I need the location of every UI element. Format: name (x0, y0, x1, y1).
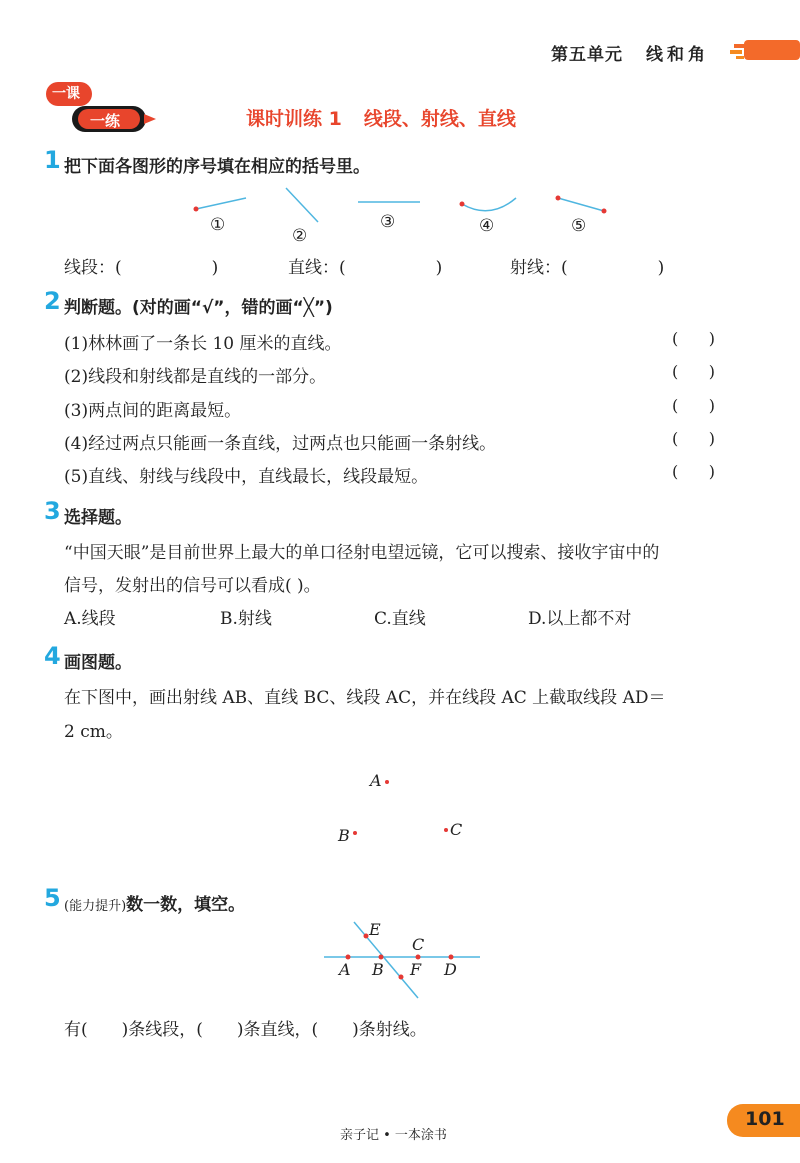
q5-fill-part-1: 有( (64, 1020, 88, 1040)
answer-line-close: ) (435, 258, 443, 278)
q3-text: 选择题。 (64, 508, 132, 528)
q5-fill (64, 1015, 427, 1040)
badge-top-text: 一课 (52, 86, 80, 102)
unit-title: 第五单元 (551, 45, 623, 65)
header-stripe (730, 36, 800, 66)
answer-ray-label: 射线：( (510, 258, 568, 278)
q3-option-a[interactable]: A.线段 (64, 609, 116, 629)
q5-point-f-label: F (410, 960, 422, 979)
q5-heading (64, 890, 245, 915)
lesson-badge (44, 76, 159, 136)
figure-label-2: ② (292, 226, 308, 246)
q2-blank-4[interactable]: ( ) (672, 429, 715, 448)
q2-item-5: (5)直线、射线与线段中，直线最长，线段最短。 (64, 467, 429, 487)
footer-text: 亲子记 • 一本涂书 (340, 1128, 447, 1143)
q4-point-a[interactable] (385, 780, 389, 784)
q4-point-c[interactable] (444, 828, 448, 832)
q2-blank-2[interactable]: ( ) (672, 362, 715, 381)
answer-segment (64, 253, 218, 278)
q2-text: 判断题。(对的画“√”，错的画“╳”) (64, 298, 333, 318)
answer-line (288, 253, 442, 278)
q5-fill-part-4: )条射线。 (352, 1020, 427, 1040)
q4-body-line-1: 在下图中，画出射线 AB、直线 BC、线段 AC，并在线段 AC 上截取线段 AD＝ (64, 688, 666, 708)
badge-bottom-text: 一练 (90, 112, 121, 130)
q5-point-c-label: C (412, 935, 425, 954)
q4-number: 4 (44, 642, 61, 670)
q5-point-e-label: E (369, 920, 381, 939)
lesson-topic: 线段、射线、直线 (363, 108, 516, 130)
q5-point-d-label: D (444, 960, 457, 979)
q1-text: 把下面各图形的序号填在相应的括号里。 (64, 157, 370, 177)
q5-text: 数一数，填空。 (126, 895, 246, 915)
q1-number: 1 (44, 146, 61, 174)
q5-fill-part-2: )条线段，( (121, 1020, 203, 1040)
q5-point-b-label: B (372, 960, 384, 979)
lesson-label: 课时训练 1 (246, 108, 342, 130)
figure-5-shape (556, 196, 607, 214)
q5-point-a-label: A (339, 960, 351, 979)
answer-line-label: 直线：( (288, 258, 346, 278)
figure-4-shape (460, 198, 517, 211)
q2-item-3: (3)两点间的距离最短。 (64, 401, 242, 421)
q2-blank-1[interactable]: ( ) (672, 329, 715, 348)
lesson-title (246, 104, 516, 131)
answer-segment-label: 线段：( (64, 258, 122, 278)
answer-segment-close: ) (211, 258, 219, 278)
page-number: 101 (745, 1108, 785, 1130)
q1-figures (180, 180, 620, 250)
q5-tag: (能力提升) (64, 899, 127, 914)
q3-option-b[interactable]: B.射线 (220, 609, 272, 629)
q4-point-a-label: A (370, 771, 382, 790)
q4-text: 画图题。 (64, 653, 132, 673)
figure-1-shape (194, 198, 247, 212)
answer-ray-close: ) (657, 258, 665, 278)
answer-ray (510, 253, 664, 278)
figure-2-shape (286, 188, 318, 222)
unit-name: 线和角 (646, 45, 709, 65)
q2-number: 2 (44, 287, 61, 315)
q3-number: 3 (44, 497, 61, 525)
q4-point-c-label: C (450, 820, 463, 839)
q2-item-1: (1)林林画了一条长 10 厘米的直线。 (64, 334, 342, 354)
figure-label-5: ⑤ (571, 216, 587, 236)
q4-body-line-2: 2 cm。 (64, 722, 123, 742)
q4-point-b-label: B (338, 826, 350, 845)
q2-item-4: (4)经过两点只能画一条直线，过两点也只能画一条射线。 (64, 434, 497, 454)
figure-label-3: ③ (380, 212, 396, 232)
figure-label-4: ④ (479, 216, 495, 236)
q3-body-line-2: 信号，发射出的信号可以看成( )。 (64, 576, 321, 596)
q2-blank-5[interactable]: ( ) (672, 462, 715, 481)
q4-point-b[interactable] (353, 831, 357, 835)
q2-blank-3[interactable]: ( ) (672, 396, 715, 415)
figure-label-1: ① (210, 215, 226, 235)
q5-number: 5 (44, 884, 61, 912)
q3-option-c[interactable]: C.直线 (374, 609, 426, 629)
q3-body-line-1: “中国天眼”是目前世界上最大的单口径射电望远镜，它可以搜索、接收宇宙中的 (64, 543, 660, 563)
q2-item-2: (2)线段和射线都是直线的一部分。 (64, 367, 327, 387)
q3-option-d[interactable]: D.以上都不对 (528, 609, 632, 629)
q5-fill-part-3: )条直线，( (236, 1020, 319, 1040)
